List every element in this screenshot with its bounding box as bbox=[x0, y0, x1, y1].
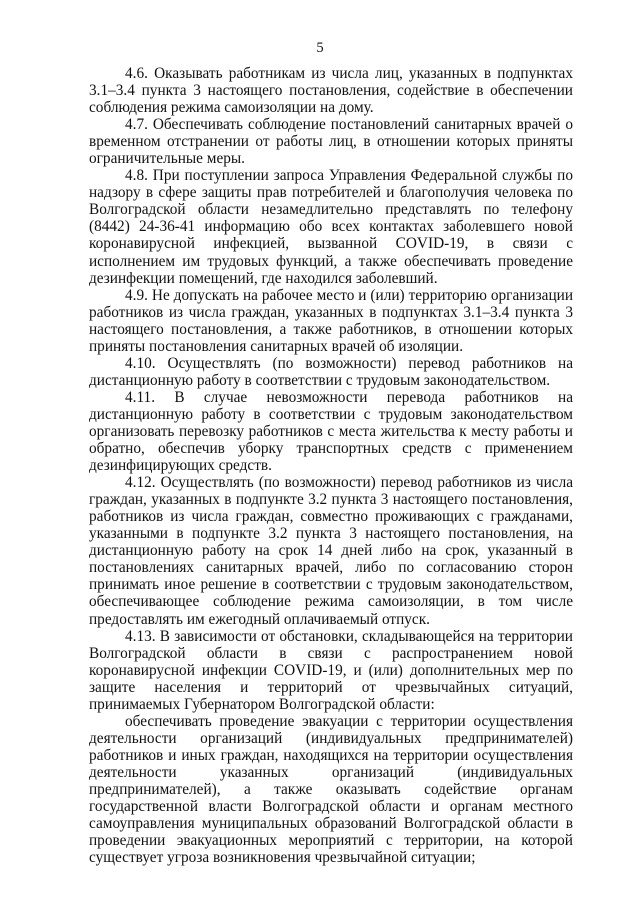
paragraph-4-13-evacuation: обеспечивать проведение эвакуации с территории осуществления деятельности организаций (индивидуальных предпринимателей) работников и иных граждан, находящихся на территории осуществления деятельности указанных организаций (индивидуальных предпринимателей), а также оказывать содействие органам государственной власти Волгоградской области и органам местного самоуправления муниципальных образований Волгоградской области в проведении эвакуационных мероприятий с территории, на которой существует угроза возникновения чрезвычайной ситуации; bbox=[89, 712, 573, 867]
paragraph-4-9: 4.9. Не допускать на рабочее место и (или) территорию организации работников из числа граждан, указанных в подпунктах 3.1–3.4 пункта 3 настоящего постановления, а также работников, в отношении которых приняты постановления санитарных врачей об изоляции. bbox=[89, 286, 573, 355]
paragraph-4-7: 4.7. Обеспечивать соблюдение постановлений санитарных врачей о временном отстранении от работы лиц, в отношении которых приняты ограничительные меры. bbox=[89, 116, 573, 168]
paragraph-4-8: 4.8. При поступлении запроса Управления Федеральной службы по надзору в сфере защиты прав потребителей и благополучия человека по Волгоградской области незамедлительно представлять по телефону (8442) 24-36-41 информацию обо всех контактах заболевшего новой коронавирусной инфекцией, вызванной COVID-19, в связи с исполнением им трудовых функций, а также обеспечивать проведение дезинфекции помещений, где находился заболевший. bbox=[89, 167, 573, 287]
page-number: 5 bbox=[316, 40, 324, 56]
paragraph-4-12: 4.12. Осуществлять (по возможности) перевод работников из числа граждан, указанных в подпункте 3.2 пункта 3 настоящего постановления, работников из числа граждан, совместно проживающих с гражданами, указанными в подпункте 3.2 пункта 3 настоящего постановления, на дистанционную работу на срок 14 дней либо на срок, указанный в постановлениях санитарных врачей, либо по согласованию сторон принимать иное решение в соответствии с трудовым законодательством, обеспечивающее соблюдение режима самоизоляции, в том числе предоставлять им ежегодный оплачиваемый отпуск. bbox=[89, 474, 573, 628]
paragraph-4-10: 4.10. Осуществлять (по возможности) перевод работников на дистанционную работу в соответствии с трудовым законодательством. bbox=[89, 354, 573, 389]
paragraph-4-13: 4.13. В зависимости от обстановки, складывающейся на территории Волгоградской области в связи с распространением новой коронавирусной инфекции COVID-19, и (или) дополнительных мер по защите населения и территорий от чрезвычайных ситуаций, принимаемых Губернатором Волгоградской области: bbox=[89, 627, 573, 713]
paragraph-4-6: 4.6. Оказывать работникам из числа лиц, указанных в подпунктах 3.1–3.4 пункта 3 настоящего постановления, содействие в обеспечении соблюдения режима самоизоляции на дому. bbox=[89, 65, 573, 117]
document-body bbox=[89, 65, 573, 866]
paragraph-4-11: 4.11. В случае невозможности перевода работников на дистанционную работу в соответствии с трудовым законодательством организовать перевозку работников с места жительства к месту работы и обратно, обеспечив уборку транспортных средств с применением дезинфицирующих средств. bbox=[89, 388, 573, 475]
